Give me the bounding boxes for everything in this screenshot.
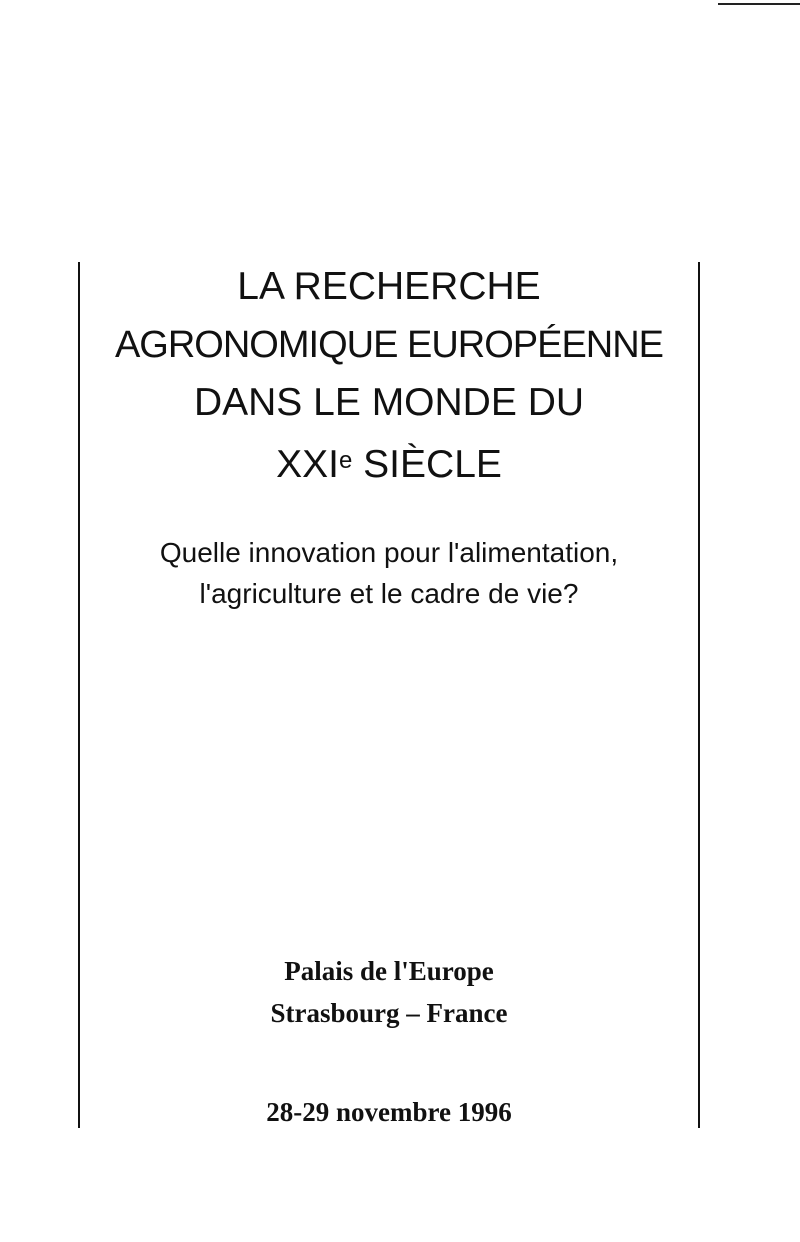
venue-name: Palais de l'Europe — [284, 956, 494, 986]
right-border-line — [698, 262, 700, 1128]
top-edge-rule — [718, 3, 800, 5]
venue-location: Strasbourg – France — [270, 998, 508, 1028]
venue — [80, 950, 698, 1034]
document-title — [80, 258, 698, 494]
title-line-3: DANS LE MONDE DU — [193, 381, 585, 424]
title-line-1: LA RECHERCHE — [237, 265, 541, 308]
title-siecle: SIÈCLE — [352, 443, 502, 486]
document-subtitle — [80, 532, 698, 614]
title-line-4 — [80, 432, 698, 494]
subtitle-line-1: Quelle innovation pour l'alimentation, — [159, 537, 619, 568]
title-line-2: AGRONOMIQUE EUROPÉENNE — [114, 324, 664, 366]
title-century: XXI — [276, 443, 339, 486]
subtitle-line-2: l'agriculture et le cadre de vie? — [199, 578, 579, 609]
title-century-superscript: e — [338, 447, 353, 474]
event-date: 28-29 novembre 1996 — [266, 1097, 512, 1127]
